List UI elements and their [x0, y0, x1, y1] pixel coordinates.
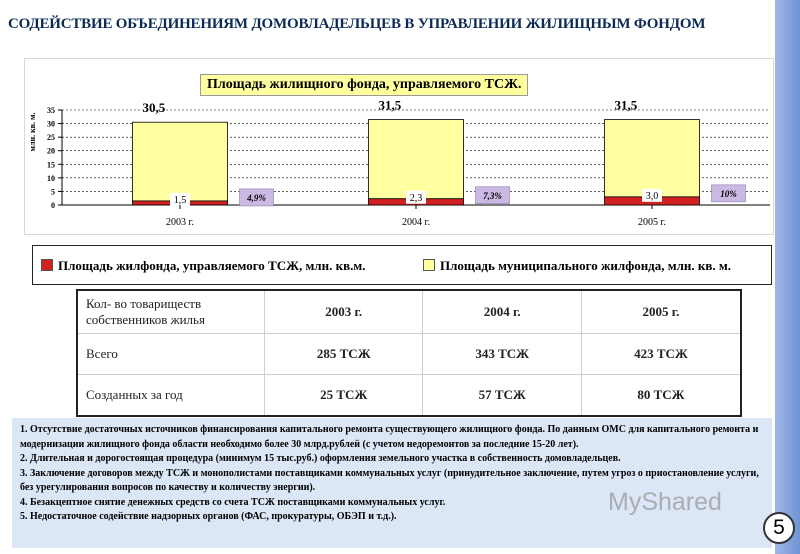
y-axis-label: млн. кв. м.: [28, 112, 37, 152]
problems-notes: [12, 418, 772, 548]
y-tick-label: 15: [47, 160, 55, 170]
table-header-cell: 2004 г.: [423, 290, 581, 334]
table-cell: 343 ТСЖ: [423, 334, 581, 375]
x-tick-label: 2003 г.: [166, 217, 194, 228]
y-tick-label: 0: [51, 201, 55, 210]
page-title: СОДЕЙСТВИЕ ОБЪЕДИНЕНИЯМ ДОМОВЛАДЕЛЬЦЕВ В УПРАВЛЕНИИ ЖИЛИЩНЫМ ФОНДОМ: [8, 16, 706, 32]
note-item: 4. Безакцептное снятие денежных средств со счета ТСЖ поставщиками коммунальных услуг.: [20, 496, 446, 508]
percent-label: 4,9%: [247, 192, 266, 203]
page-number: 5: [763, 512, 795, 544]
tszh-value-label: 2,3: [409, 192, 423, 204]
note-item: 5. Недостаточное содействие надзорных органов (ФАС, прокуратуры, ОБЭП и т.д.).: [20, 511, 397, 522]
legend-swatch-municipal: [423, 259, 435, 271]
percent-label: 10%: [720, 188, 737, 199]
table-row: [77, 375, 741, 417]
note-item: 1. Отсутствие достаточных источников финансирования капитального ремонта существующего жилищного фонда. По данным ОМС для капитального ремонта и модернизации жилищного фонда области необходимо более 30 млрд.рублей (с учетом недоремонтов за последние 15-20 лет).: [20, 424, 759, 450]
table-header-cell: 2005 г.: [581, 290, 741, 334]
bar-total-label: 30,5: [142, 100, 166, 116]
note-item: 3. Заключение договоров между ТСЖ и монополистами поставщиками коммунальных услуг (принудительное заключение, путем угроз о приостановление услуги, без урегулирования вопросов по качеству и количеству энергии).: [20, 467, 759, 493]
legend-item-municipal: [423, 258, 731, 274]
table-cell: 423 ТСЖ: [581, 334, 741, 375]
table-cell: 57 ТСЖ: [423, 375, 581, 417]
bar-chart: [0, 0, 800, 240]
tszh-count-table: [76, 289, 742, 417]
table-cell: 80 ТСЖ: [581, 375, 741, 417]
bar-total-label: 31,5: [614, 97, 638, 113]
legend-label-municipal: Площадь муниципального жилфонда, млн. кв. м.: [440, 258, 732, 273]
table-header-cell: 2003 г.: [265, 290, 423, 334]
x-tick-label: 2005 г.: [638, 217, 666, 228]
table-cell: 25 ТСЖ: [265, 375, 423, 417]
table-row-label: Всего: [77, 334, 265, 375]
y-tick-label: 5: [51, 187, 55, 197]
bar-total-label: 31,5: [378, 97, 402, 113]
legend-item-tszh: [41, 258, 365, 274]
table-cell: 285 ТСЖ: [265, 334, 423, 375]
table-row: [77, 334, 741, 375]
table-row-label: Созданных за год: [77, 375, 265, 417]
legend-swatch-tszh: [41, 259, 53, 271]
x-tick-label: 2004 г.: [402, 217, 430, 228]
chart-legend: [32, 245, 772, 285]
bar-municipal: [605, 120, 700, 197]
y-tick-label: 35: [47, 106, 55, 115]
bar-municipal: [369, 120, 464, 199]
y-tick-label: 30: [47, 119, 55, 129]
table-header-row: [77, 290, 741, 334]
y-tick-label: 20: [47, 146, 55, 156]
watermark-logo: MyShared: [608, 488, 722, 516]
percent-label: 7,3%: [483, 190, 502, 201]
bar-municipal: [133, 122, 228, 201]
note-item: 2. Длительная и дорогостоящая процедура (минимум 15 тыс.руб.) оформления земельного участка в собственность домовладельцев.: [20, 453, 621, 464]
y-tick-label: 25: [47, 133, 55, 143]
chart-title: Площадь жилищного фонда, управляемого ТСЖ.: [200, 74, 528, 96]
legend-label-tszh: Площадь жилфонда, управляемого ТСЖ, млн. кв.м.: [58, 258, 366, 273]
table-header-cell: Кол- во товариществ собственников жилья: [77, 290, 265, 334]
y-tick-label: 10: [47, 173, 55, 183]
tszh-value-label: 3,0: [645, 190, 659, 202]
tszh-value-label: 1,5: [173, 194, 187, 206]
